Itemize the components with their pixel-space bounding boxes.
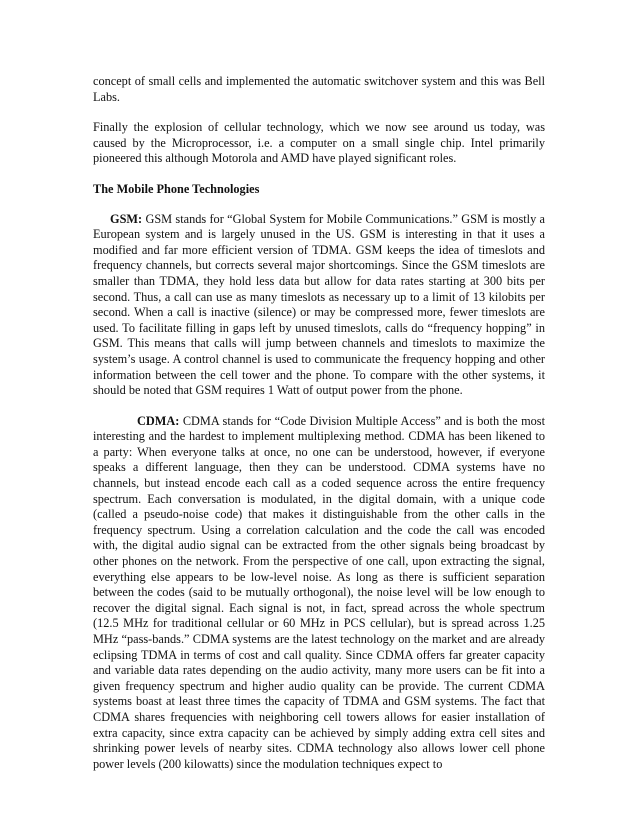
cdma-paragraph	[93, 414, 545, 773]
cdma-term: CDMA:	[137, 413, 180, 428]
gsm-paragraph	[93, 212, 545, 399]
cdma-text: CDMA stands for “Code Division Multiple Access” and is both the most interesting and the hardest to implement multiplexing method. CDMA has been likened to a party: When everyone talks at once, no one can be understood, however, if everyone speaks a different language, then they can be understood. CDMA systems have no channels, but instead encode each call as a coded sequence across the entire frequency spectrum. Each conversation is modulated, in the digital domain, with a unique code (called a pseudo-noise code) that makes it distinguishable from the other calls in the frequency spectrum. Using a correlation calculation and the code the call was encoded with, the digital audio signal can be extracted from the other signals being broadcast by other phones on the network. From the perspective of one call, upon extracting the signal, everything else appears to be low-level noise. As long as there is sufficient separation between the codes (said to be mutually orthogonal), the noise level will be low enough to recover the digital signal. Each signal is not, in fact, spread across the whole spectrum (12.5 MHz for traditional cellular or 60 MHz in PCS cellular), but is spread across 1.25 MHz “pass-bands.” CDMA systems are the latest technology on the market and are already eclipsing TDMA in terms of cost and call quality. Since CDMA offers far greater capacity and variable data rates depending on the audio activity, many more users can be fit into a given frequency spectrum and higher audio quality can be provide. The current CDMA systems boast at least three times the capacity of TDMA and GSM systems. The fact that CDMA shares frequencies with neighboring cell towers allows for easier installation of extra capacity, since extra capacity can be achieved by simply adding extra cell sites and shrinking power levels of nearby sites. CDMA technology also allows lower cell phone power levels (200 kilowatts) since the modulation techniques expect to	[93, 413, 546, 771]
microprocessor-paragraph: Finally the explosion of cellular technology, which we now see around us today, was caused by the Microprocessor, i.e. a computer on a small single chip. Intel primarily pioneered this although Motorola and AMD have played significant roles.	[93, 120, 545, 166]
page-content	[93, 74, 545, 772]
section-heading: The Mobile Phone Technologies	[93, 181, 260, 196]
intro-paragraph: concept of small cells and implemented the automatic switchover system and this was Bell Labs.	[93, 74, 545, 104]
gsm-text: GSM stands for “Global System for Mobile Communications.” GSM is mostly a European system and is largely unused in the US. GSM is interesting in that it uses a modified and far more efficient version of TDMA. GSM keeps the idea of timeslots and frequency channels, but corrects several major shortcomings. Since the GSM timeslots are smaller than TDMA, they hold less data but allow for data rates starting at 300 bits per second. Thus, a call can use as many timeslots as necessary up to a limit of 13 kilobits per second. When a call is inactive (silence) or may be compressed more, fewer timeslots are used. To facilitate filling in gaps left by unused timeslots, calls do “frequency hopping” in GSM. This means that calls will jump between channels and timeslots to maximize the system’s usage. A control channel is used to communicate the frequency hopping and other information between the cell tower and the phone. To compare with the other systems, it should be noted that GSM requires 1 Watt of output power from the phone.	[93, 211, 546, 398]
gsm-term: GSM:	[110, 211, 143, 226]
